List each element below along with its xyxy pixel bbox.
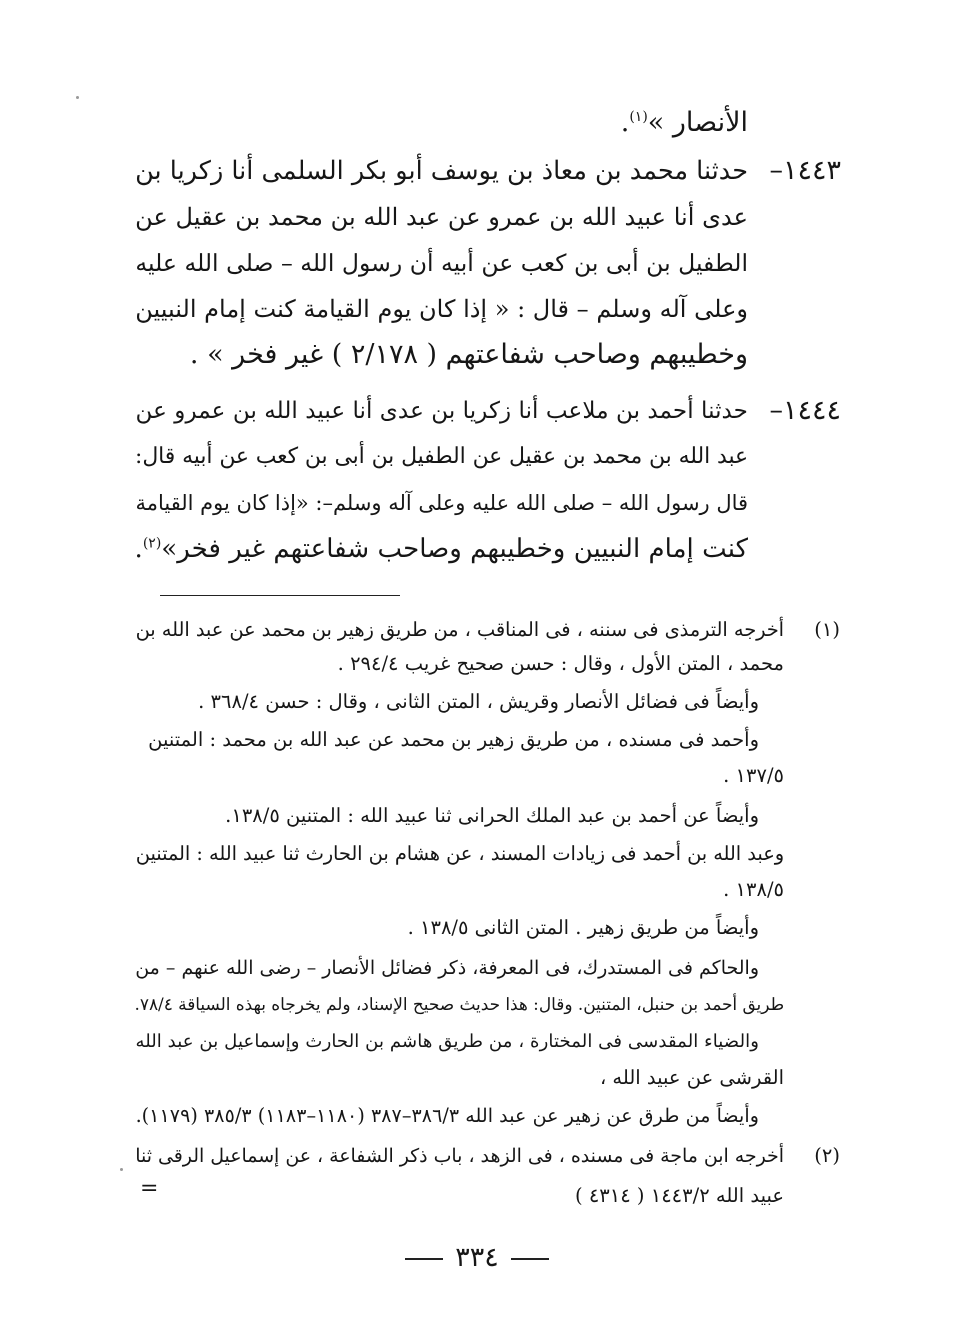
footnote-1-line-10: والحاكم فى المستدرك، فى المعرفة، ذكر فضائل الأنصار – رضى الله عنهم – من	[135, 957, 759, 979]
hadith-1443-line-3: الطفيل بن أبى بن كعب عن أبيه أن رسول الله – صلى الله عليه	[135, 249, 748, 277]
footnote-1-line-14: وأيضاً من طرق عن زهير عن عبد الله ٣٨٦/٣–٣٨٧ (١١٨٠–١١٨٣) ٣٨٥/٣ (١١٧٩).	[135, 1104, 759, 1127]
page-number-dash-right	[511, 1258, 549, 1260]
hadith-1444-line-4	[135, 526, 748, 572]
footnote-separator	[160, 595, 400, 596]
footnote-1-line-12: والضياء المقدسى فى المختارة ، من طريق هاشم بن الحارث وإسماعيل بن عبد الله	[135, 1031, 759, 1052]
continuation-mark: =	[140, 1176, 159, 1201]
footnote-marker-1: (١)	[814, 618, 840, 641]
hadith-1443-line-4: وعلى آله وسلم – قال : « إذا كان يوم القيامة كنت إمام النبيين	[135, 295, 748, 323]
page-number-dash-left	[405, 1258, 443, 1260]
top-line-text: الأنصار »	[647, 107, 748, 138]
top-line-end: .	[620, 107, 630, 138]
page-number-text: ٣٣٤	[455, 1242, 499, 1273]
footnote-1-line-11: طريق أحمد بن حنبل، المتنين. وقال: هذا حديث صحيح الإسناد، ولم يخرجاه بهذه السياقة ٧٨/٤.	[134, 994, 784, 1014]
hadith-1444-end: .	[134, 534, 143, 564]
scan-speck	[120, 1168, 123, 1171]
footnote-1-line-4: وأحمد فى مسنده ، من طريق زهير بن محمد عن عبد الله بن محمد : المتنين	[148, 728, 759, 751]
footnote-1-line-8: ١٣٨/٥ .	[723, 878, 784, 901]
hadith-1444-line-4-text: كنت إمام النبيين وخطيبهم وصاحب شفاعتهم غير فخر»	[161, 534, 748, 564]
hadith-number-1444: ١٤٤٤–	[769, 395, 841, 426]
footnote-marker-2: (٢)	[814, 1144, 840, 1167]
scan-speck	[76, 96, 79, 99]
footnote-1-line-2: محمد ، المتن الأول ، وقال : حسن صحيح غريب ٢٩٤/٤ .	[337, 652, 784, 675]
hadith-1443-line-1: حدثنا محمد بن معاذ بن يوسف أبو بكر السلمى أنا زكريا بن	[135, 156, 748, 186]
footnote-ref-1: (١)	[629, 109, 648, 125]
footnote-2-line-2: عبيد الله ١٤٤٣/٢ ( ٤٣١٤ )	[575, 1184, 784, 1207]
footnote-1-line-1: أخرجه الترمذى فى سننه ، فى المناقب ، من طريق زهير بن محمد عن عبد الله بن	[135, 618, 784, 641]
footnote-2-line-1: أخرجه ابن ماجة فى مسنده ، فى الزهد ، باب ذكر الشفاعة ، عن إسماعيل الرقى ثنا	[135, 1145, 784, 1167]
top-line	[621, 100, 748, 146]
hadith-1444-line-2: عبد الله بن محمد بن عقيل عن الطفيل بن أبى بن كعب عن أبيه قال:	[135, 444, 748, 469]
footnote-1-line-3: وأيضاً فى فضائل الأنصار وقريش ، المتن الثانى ، وقال : حسن ٣٦٨/٤ .	[198, 690, 759, 713]
footnote-1-line-5: ١٣٧/٥ .	[723, 764, 784, 787]
footnote-1-line-9: وأيضاً من طريق زهير . المتن الثانى ١٣٨/٥ .	[407, 916, 759, 939]
footnote-1-line-6: وأيضاً عن أحمد بن عبد الملك الحرانى ثنا عبيد الله : المتنين ١٣٨/٥.	[225, 804, 759, 827]
hadith-1443-line-5: وخطيبهم وصاحب شفاعتهم ( ٢/١٧٨ ) غير فخر » .	[189, 339, 748, 370]
hadith-1443-line-2: عدى أنا عبيد الله بن عمرو عن عبد الله بن محمد بن عقيل عن	[135, 203, 748, 231]
footnote-1-line-7: وعبد الله بن أحمد فى زيادات المسند ، عن هشام بن الحارث ثنا عبيد الله : المتنين	[135, 842, 784, 865]
hadith-1444-line-3: قال رسول الله – صلى الله عليه وعلى آله وسلم–: «إذا كان يوم القيامة	[135, 491, 748, 515]
hadith-number-1443: ١٤٤٣–	[769, 155, 841, 186]
page-number	[0, 1238, 954, 1278]
footnote-ref-2: (٢)	[142, 535, 162, 552]
footnote-1-line-13: القرشى عن عبيد الله ،	[599, 1066, 784, 1089]
hadith-1444-line-1: حدثنا أحمد بن ملاعب أنا زكريا بن عدى أنا عبيد الله بن عمرو عن	[135, 397, 748, 424]
